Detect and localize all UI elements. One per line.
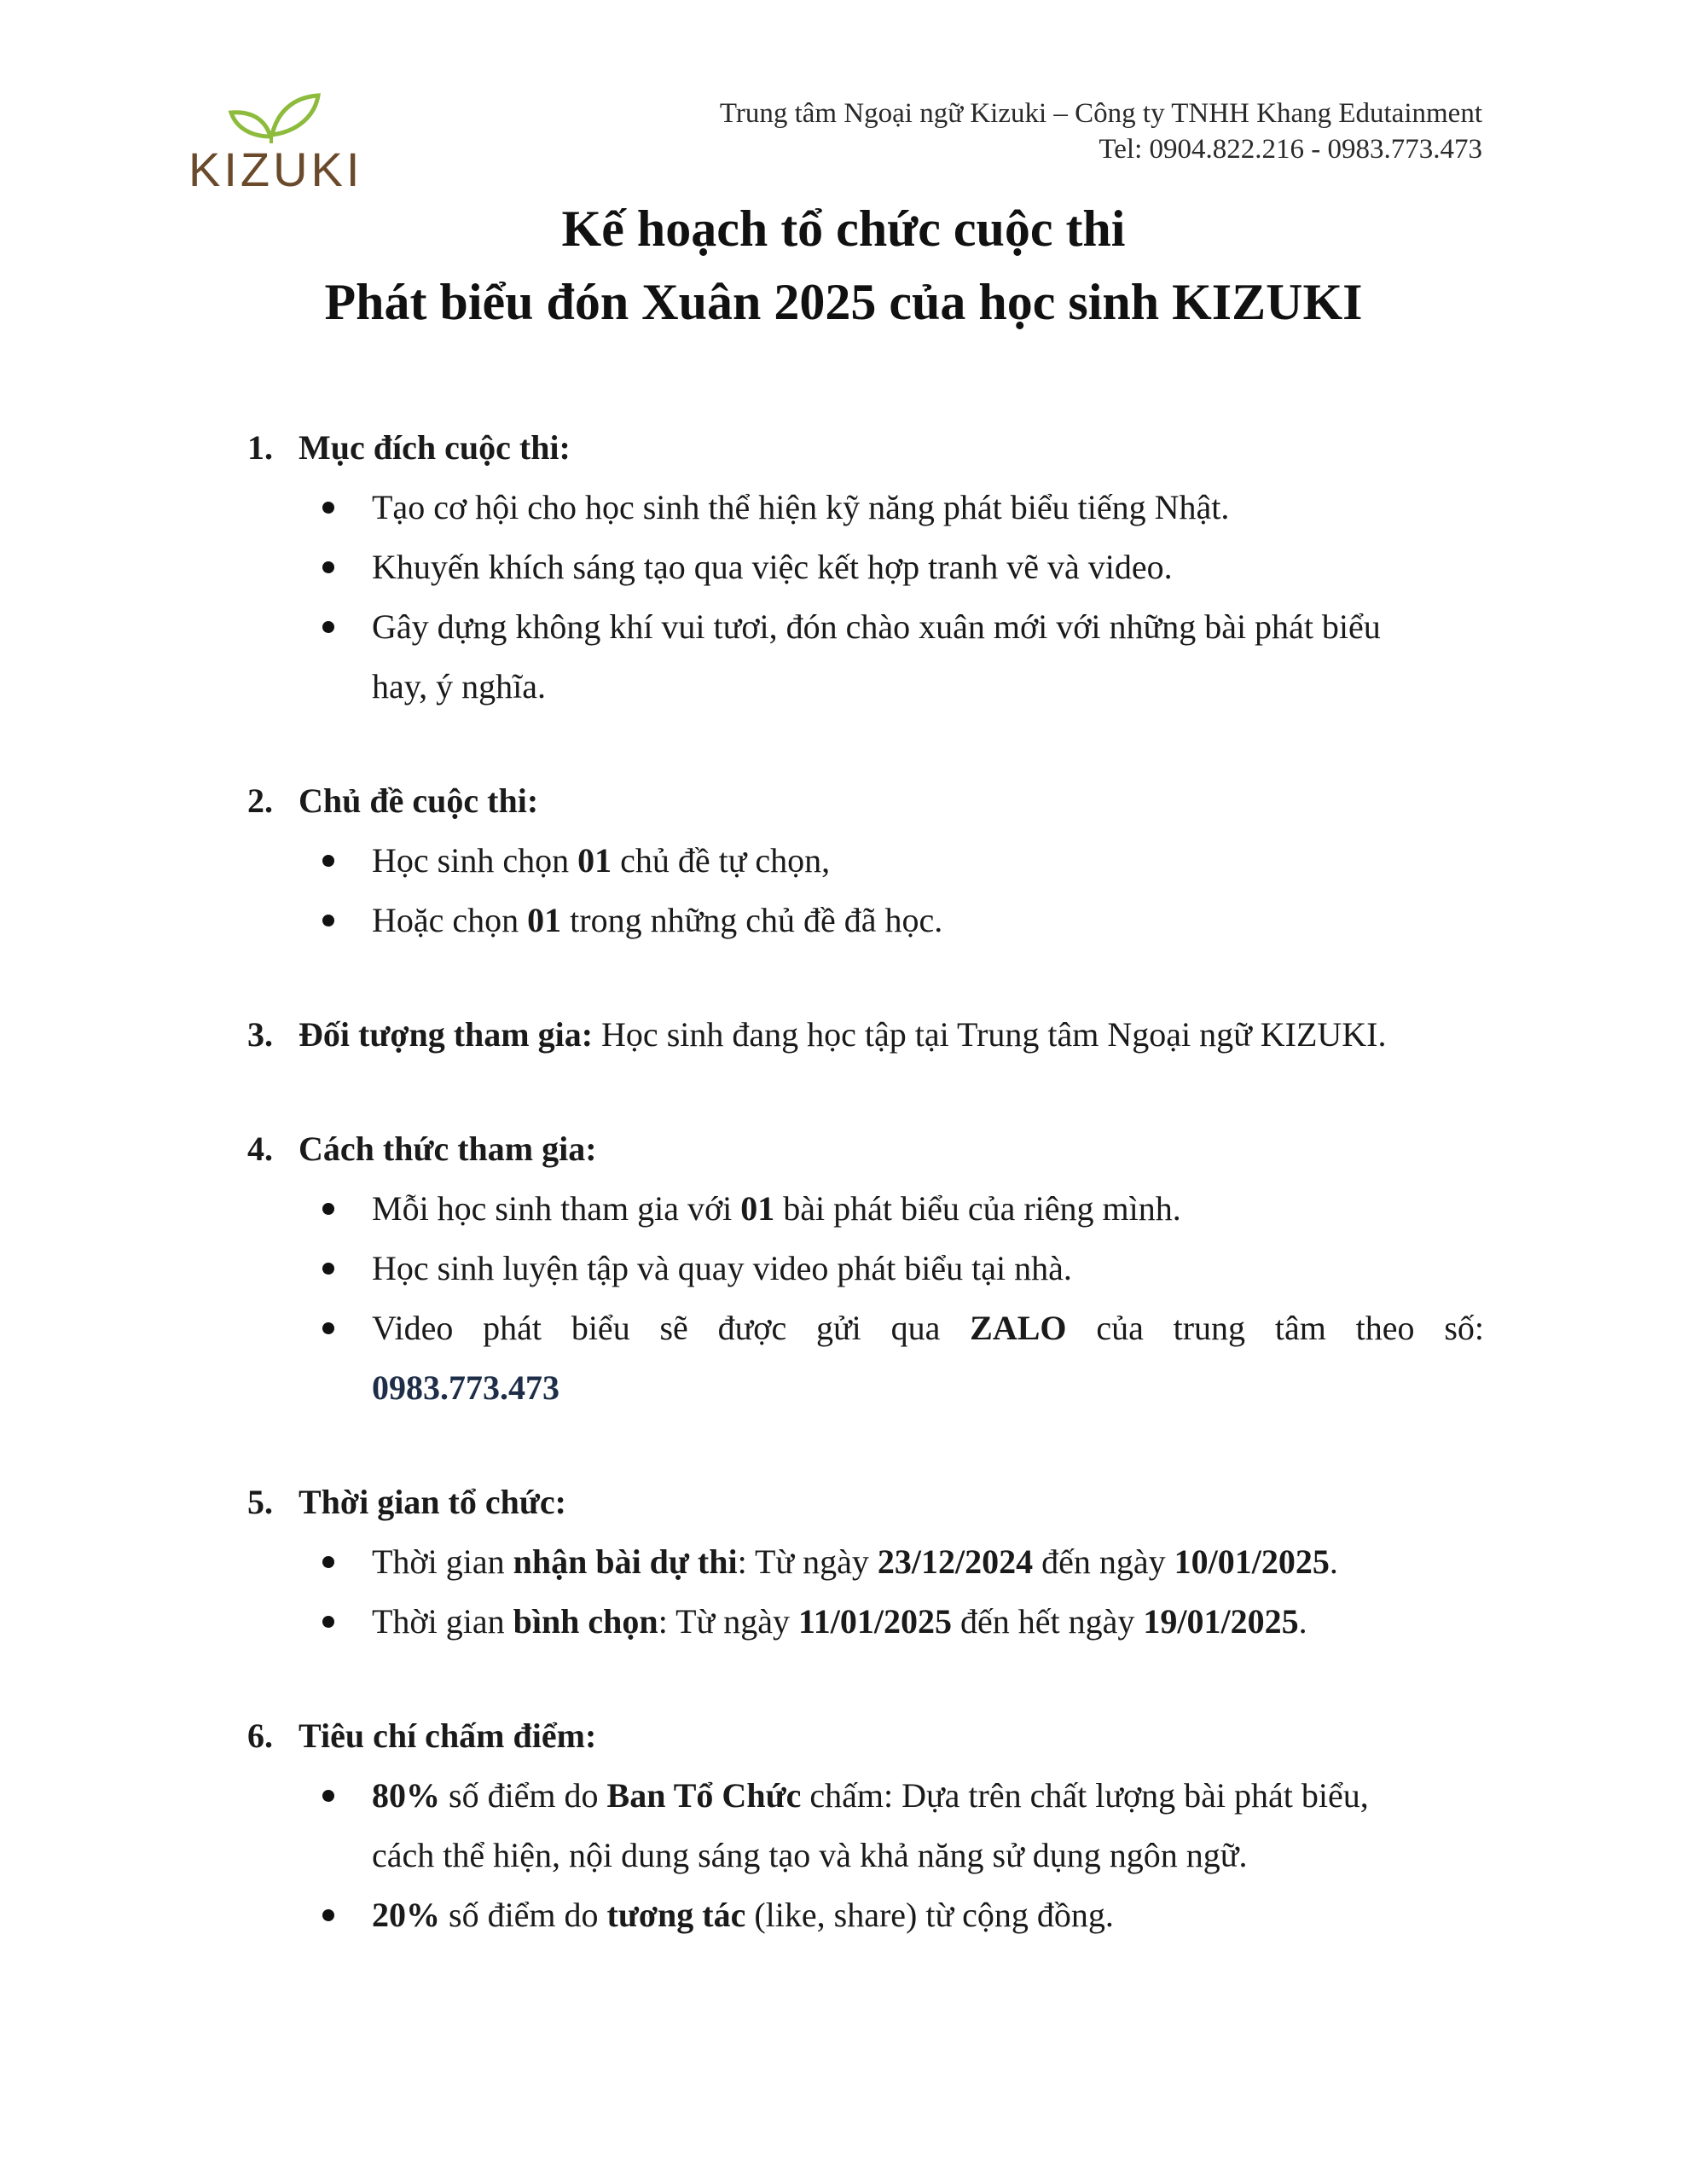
text-run: đến ngày — [1033, 1542, 1174, 1581]
list-item: Học sinh luyện tập và quay video phát biểu tại nhà. — [247, 1239, 1484, 1298]
text-run: . — [1298, 1602, 1307, 1641]
section-participants — [247, 1005, 1484, 1065]
list-item-line — [372, 1298, 1484, 1358]
list-item — [247, 1592, 1484, 1652]
text-run: Hoặc chọn — [372, 901, 528, 939]
list-item-line: cách thể hiện, nội dung sáng tạo và khả năng sử dụng ngôn ngữ. — [372, 1836, 1248, 1874]
list-item — [247, 597, 1484, 717]
section-how-to-join — [247, 1119, 1484, 1418]
section-title: Thời gian tổ chức: — [299, 1483, 566, 1521]
list-item — [247, 891, 1484, 950]
text-run-bold: 01 — [740, 1189, 775, 1228]
section-number: 1. — [247, 428, 273, 467]
list-item: Tạo cơ hội cho học sinh thể hiện kỹ năng phát biểu tiếng Nhật. — [247, 478, 1484, 537]
title-line-1: Kế hoạch tổ chức cuộc thi — [561, 200, 1126, 257]
section-title: Đối tượng tham gia: — [299, 1015, 594, 1054]
bullet-list — [247, 478, 1484, 717]
document-title — [0, 192, 1687, 339]
section-number: 5. — [247, 1483, 273, 1521]
date-end: 19/01/2025 — [1143, 1602, 1299, 1641]
text-run-bold: tương tác — [606, 1896, 746, 1934]
section-heading — [247, 1472, 1484, 1532]
text-run-bold: 20% — [372, 1896, 440, 1934]
text-run-bold: bình chọn — [513, 1602, 658, 1641]
list-item: Khuyến khích sáng tạo qua việc kết hợp tranh vẽ và video. — [247, 537, 1484, 597]
section-text: Học sinh đang học tập tại Trung tâm Ngoại ngữ KIZUKI. — [593, 1015, 1387, 1054]
section-heading — [247, 1706, 1484, 1766]
text-run: Video phát biểu sẽ được gửi qua — [372, 1309, 971, 1347]
leaf-icon — [183, 77, 367, 192]
header-phone: Tel: 0904.822.216 - 0983.773.473 — [1099, 134, 1482, 165]
text-run: đến hết ngày — [951, 1602, 1144, 1641]
section-criteria — [247, 1706, 1484, 1945]
list-item — [247, 1179, 1484, 1239]
date-start: 23/12/2024 — [877, 1542, 1034, 1581]
date-end: 10/01/2025 — [1174, 1542, 1330, 1581]
section-title: Tiêu chí chấm điểm: — [299, 1716, 597, 1755]
header-contact — [720, 96, 1482, 167]
kizuki-logo — [183, 77, 367, 192]
text-run: Mỗi học sinh tham gia với — [372, 1189, 741, 1228]
list-item — [247, 1298, 1484, 1418]
section-heading — [247, 418, 1484, 478]
text-run: : Từ ngày — [658, 1602, 798, 1641]
header-company: Trung tâm Ngoại ngữ Kizuki – Công ty TNHH Khang Edutainment — [719, 98, 1482, 129]
document-body — [247, 418, 1484, 2000]
zalo-phone-number: 0983.773.473 — [372, 1368, 559, 1407]
text-run: . — [1329, 1542, 1338, 1581]
section-purpose — [247, 418, 1484, 717]
list-item — [247, 831, 1484, 891]
text-run: : Từ ngày — [737, 1542, 878, 1581]
bullet-list — [247, 1532, 1484, 1652]
text-run: số điểm do — [440, 1776, 607, 1815]
title-line-2: Phát biểu đón Xuân 2025 của học sinh KIZUKI — [324, 274, 1363, 330]
section-number: 2. — [247, 781, 273, 820]
section-number: 6. — [247, 1716, 273, 1755]
date-start: 11/01/2025 — [797, 1602, 952, 1641]
text-run: Thời gian — [372, 1602, 513, 1641]
text-run: chấm: Dựa trên chất lượng bài phát biểu, — [801, 1776, 1369, 1815]
text-run: chủ đề tự chọn, — [612, 841, 831, 880]
bullet-list — [247, 831, 1484, 950]
section-title: Mục đích cuộc thi: — [299, 428, 571, 467]
text-run: số điểm do — [440, 1896, 607, 1934]
list-item — [247, 1885, 1484, 1945]
section-heading — [247, 1119, 1484, 1179]
section-title: Chủ đề cuộc thi: — [299, 781, 539, 820]
text-run-bold: 80% — [372, 1776, 440, 1815]
text-run: Học sinh chọn — [372, 841, 578, 880]
section-number: 3. — [247, 1015, 273, 1054]
text-run-bold: 01 — [577, 841, 612, 880]
section-schedule — [247, 1472, 1484, 1652]
logo-text: KIZUKI — [188, 142, 363, 192]
text-run-bold: nhận bài dự thi — [513, 1542, 738, 1581]
section-title: Cách thức tham gia: — [299, 1130, 597, 1168]
section-heading — [247, 1005, 1484, 1065]
section-heading — [247, 771, 1484, 831]
text-run: (like, share) từ cộng đồng. — [745, 1896, 1114, 1934]
list-item — [247, 1532, 1484, 1592]
bullet-list — [247, 1179, 1484, 1418]
text-run: Thời gian — [372, 1542, 513, 1581]
text-run-bold: 01 — [527, 901, 562, 939]
section-line — [299, 1005, 1387, 1065]
list-item-line: hay, ý nghĩa. — [372, 667, 547, 706]
list-item — [247, 1766, 1484, 1885]
section-topic — [247, 771, 1484, 950]
list-item-line — [372, 1776, 1369, 1815]
text-run: của trung tâm theo số: — [1066, 1309, 1484, 1347]
section-number: 4. — [247, 1130, 273, 1168]
text-run-bold: Ban Tổ Chức — [606, 1776, 802, 1815]
text-run: bài phát biểu của riêng mình. — [774, 1189, 1181, 1228]
text-run: trong những chủ đề đã học. — [561, 901, 943, 939]
bullet-list — [247, 1766, 1484, 1945]
list-item-line: Gây dựng không khí vui tươi, đón chào xuân mới với những bài phát biểu — [372, 607, 1381, 646]
text-run-bold: ZALO — [970, 1309, 1067, 1347]
